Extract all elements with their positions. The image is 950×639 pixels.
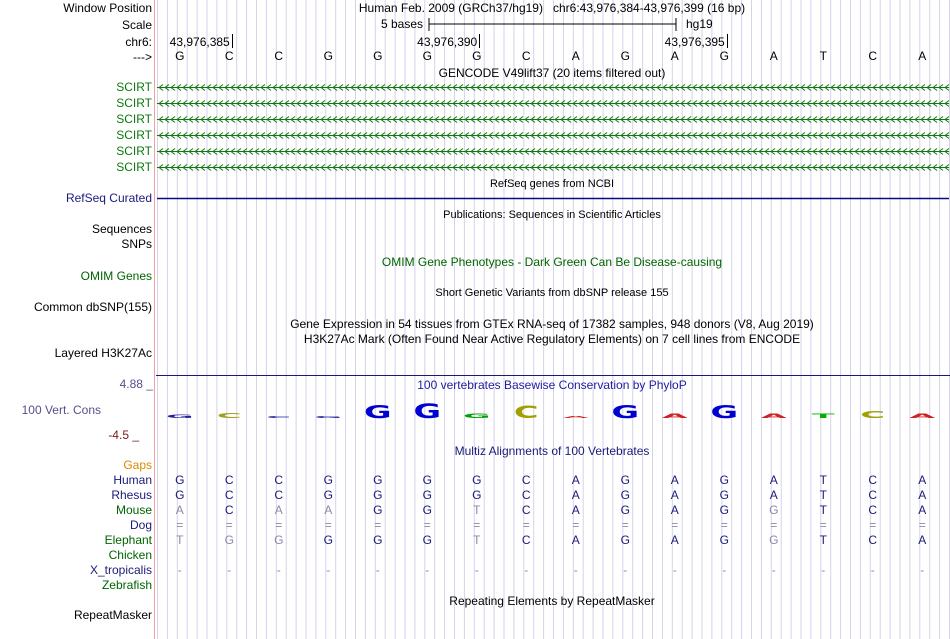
omim-track-title: OMIM Gene Phenotypes - Dark Green Can Be Disease-causing [381, 255, 723, 269]
aligned-base: A [670, 533, 679, 547]
aligned-base: G [422, 533, 432, 547]
aligned-base: G [769, 503, 779, 517]
publications-track-title: Publications: Sequences in Scientific Articles [443, 209, 661, 221]
aligned-base: G [274, 533, 284, 547]
reference-base: A [918, 49, 927, 63]
aligned-base: G [472, 473, 482, 487]
conservation-logo-letter [812, 413, 836, 420]
sequences-label[interactable]: Sequences [91, 222, 152, 236]
gencode-item-label[interactable]: SCIRT [116, 128, 152, 142]
aligned-base: A [918, 473, 927, 487]
gencode-transcript[interactable] [157, 101, 949, 107]
conservation-min-label: -4.5 _ [108, 428, 139, 442]
aligned-base: A [670, 488, 679, 502]
coordinate-tick [232, 34, 233, 48]
gencode-transcript[interactable] [157, 85, 949, 91]
reference-base: A [571, 49, 580, 63]
dbsnp-track-title: Short Genetic Variants from dbSNP release 155 [435, 287, 669, 299]
multiz-species-label[interactable]: Human [113, 473, 152, 487]
aligned-base: - [771, 563, 776, 577]
aligned-base: T [819, 533, 827, 547]
svg-text:G: G [314, 415, 343, 419]
aligned-base: - [425, 563, 430, 577]
chrom-label: chr6: [125, 35, 152, 49]
conservation-max-label: 4.88 _ [119, 377, 153, 391]
gencode-transcript[interactable] [157, 117, 949, 123]
aligned-base: G [373, 503, 383, 517]
aligned-base: G [620, 488, 630, 502]
aligned-base: - [672, 563, 677, 577]
aligned-base: C [521, 473, 531, 487]
aligned-base: - [326, 563, 331, 577]
aligned-base: = [819, 518, 827, 532]
gencode-item-label[interactable]: SCIRT [116, 80, 152, 94]
omim-genes-label[interactable]: OMIM Genes [80, 269, 152, 283]
svg-text:A: A [661, 412, 688, 420]
svg-text:G: G [363, 402, 392, 423]
aligned-base: = [275, 518, 283, 532]
aligned-base: C [521, 503, 531, 517]
conservation-logo-letter [860, 409, 885, 420]
svg-text:G: G [462, 412, 491, 420]
coordinate-label: 43,976,395 [664, 35, 725, 49]
svg-text:G: G [710, 402, 739, 423]
aligned-base: - [623, 563, 628, 577]
reference-base: G [472, 49, 482, 63]
reference-base: T [819, 49, 827, 63]
aligned-base: A [571, 488, 580, 502]
multiz-species-label[interactable]: Dog [129, 518, 152, 532]
scale-bar-text: 5 bases [380, 17, 424, 31]
h3k27ac-track-title: H3K27Ac Mark (Often Found Near Active Regulatory Elements) on 7 cell lines from ENCODE [303, 332, 801, 346]
aligned-base: = [869, 518, 877, 532]
multiz-species-label[interactable]: Rhesus [111, 488, 152, 502]
aligned-base: C [224, 503, 234, 517]
scale-label: Scale [121, 18, 152, 32]
gtex-track-title: Gene Expression in 54 tissues from GTEx RNA-seq of 17382 samples, 948 donors (V8, Aug 2019) [290, 317, 814, 331]
aligned-base: G [373, 488, 383, 502]
conservation-logo-letter [909, 413, 935, 420]
aligned-base: C [224, 488, 234, 502]
conservation-logo-letter [217, 411, 242, 419]
aligned-base: = [374, 518, 382, 532]
reference-base: A [670, 49, 679, 63]
reference-base: C [224, 49, 234, 63]
gencode-item-label[interactable]: SCIRT [116, 144, 152, 158]
aligned-base: G [422, 473, 432, 487]
aligned-base: = [770, 518, 778, 532]
gencode-transcript[interactable] [157, 133, 949, 139]
aligned-base: A [175, 503, 184, 517]
aligned-base: G [719, 503, 729, 517]
aligned-base: T [473, 533, 481, 547]
aligned-base: - [722, 563, 727, 577]
reference-base: G [719, 49, 729, 63]
aligned-base: G [323, 488, 333, 502]
aligned-base: - [375, 563, 380, 577]
conservation-logo-letter [611, 402, 639, 422]
coordinate-label: 43,976,385 [169, 35, 230, 49]
svg-text:C: C [860, 408, 886, 421]
aligned-base: G [422, 488, 432, 502]
conservation-logo-letter [761, 413, 787, 420]
aligned-base: A [918, 488, 927, 502]
aligned-base: T [819, 503, 827, 517]
reference-base: G [620, 49, 630, 63]
scale-bar [428, 17, 680, 33]
aligned-base: G [620, 533, 630, 547]
conservation-logo[interactable] [157, 392, 949, 432]
aligned-base: G [323, 473, 333, 487]
conservation-logo-letter [514, 403, 539, 422]
aligned-base: A [571, 473, 580, 487]
conservation-logo-letter [463, 413, 491, 420]
aligned-base: = [572, 518, 580, 532]
aligned-base: G [175, 473, 185, 487]
coordinate-tick [727, 34, 728, 48]
reference-base: C [868, 49, 878, 63]
aligned-base: = [522, 518, 530, 532]
svg-text:G: G [413, 400, 442, 423]
aligned-base: A [918, 533, 927, 547]
reference-base: G [175, 49, 185, 63]
aligned-base: G [224, 533, 234, 547]
conservation-logo-letter [364, 402, 392, 422]
aligned-base: G [719, 488, 729, 502]
aligned-base: A [571, 533, 580, 547]
aligned-base: = [621, 518, 629, 532]
svg-text:A: A [562, 415, 589, 419]
scale-assembly: hg19 [686, 17, 713, 31]
aligned-base: - [870, 563, 875, 577]
reference-base: C [521, 49, 531, 63]
conservation-logo-letter [710, 402, 738, 422]
gencode-item-label[interactable]: SCIRT [116, 96, 152, 110]
aligned-base: C [868, 473, 878, 487]
aligned-base: G [620, 503, 630, 517]
coordinate-label: 43,976,390 [417, 35, 478, 49]
conservation-logo-letter [662, 413, 688, 420]
aligned-base: G [373, 533, 383, 547]
aligned-base: T [473, 503, 481, 517]
aligned-base: - [474, 563, 479, 577]
aligned-base: = [176, 518, 184, 532]
conservation-logo-letter [413, 400, 441, 423]
aligned-base: A [769, 488, 778, 502]
vert-cons-label[interactable]: 100 Vert. Cons [21, 403, 101, 417]
gencode-features[interactable] [157, 80, 949, 176]
aligned-base: = [671, 518, 679, 532]
aligned-base: T [819, 488, 827, 502]
aligned-base: A [918, 503, 927, 517]
aligned-base: A [324, 503, 333, 517]
aligned-base: = [423, 518, 431, 532]
gencode-item-label[interactable]: SCIRT [116, 112, 152, 126]
multiz-species-label[interactable]: X_tropicalis [89, 563, 152, 577]
repeatmasker-track-title: Repeating Elements by RepeatMasker [449, 594, 655, 608]
aligned-base: G [373, 473, 383, 487]
aligned-base: = [918, 518, 926, 532]
conservation-logo-letter [166, 414, 194, 419]
window-position-value: Human Feb. 2009 (GRCh37/hg19) chr6:43,976,384-43,976,399 (16 bp) [358, 1, 746, 15]
aligned-base: G [175, 488, 185, 502]
multiz-species-label[interactable]: Zebrafish [101, 578, 152, 592]
aligned-base: C [868, 503, 878, 517]
svg-text:A: A [760, 412, 787, 420]
multiz-track-title: Multiz Alignments of 100 Vertebrates [454, 444, 650, 458]
multiz-species-label[interactable]: Chicken [108, 548, 152, 562]
aligned-base: G [719, 533, 729, 547]
reference-base: G [373, 49, 383, 63]
svg-text:G: G [165, 414, 194, 419]
aligned-base: - [920, 563, 925, 577]
gencode-track-title: GENCODE V49lift37 (20 items filtered out) [438, 66, 666, 80]
aligned-base: G [769, 533, 779, 547]
svg-text:C: C [266, 415, 292, 419]
svg-text:T: T [811, 412, 835, 420]
svg-text:C: C [216, 411, 242, 420]
layered-h3k27ac-label[interactable]: Layered H3K27Ac [54, 346, 152, 360]
aligned-base: C [224, 473, 234, 487]
reference-base: G [323, 49, 333, 63]
aligned-base: = [720, 518, 728, 532]
conservation-track-title: 100 vertebrates Basewise Conservation by PhyloP [417, 378, 687, 392]
refseq-curated-label[interactable]: RefSeq Curated [65, 191, 152, 205]
conservation-logo-letter [266, 415, 291, 418]
refseq-track-title: RefSeq genes from NCBI [489, 178, 615, 190]
aligned-base: - [276, 563, 281, 577]
aligned-base: C [274, 473, 284, 487]
common-dbsnp-label[interactable]: Common dbSNP(155) [33, 300, 152, 314]
aligned-base: C [868, 488, 878, 502]
gencode-item-label[interactable]: SCIRT [116, 160, 152, 174]
repeatmasker-label[interactable]: RepeatMasker [73, 608, 152, 622]
aligned-base: = [324, 518, 332, 532]
multiz-species-label[interactable]: Mouse [115, 503, 152, 517]
reference-base: C [274, 49, 284, 63]
aligned-base: G [620, 473, 630, 487]
aligned-base: - [177, 563, 182, 577]
coordinate-tick [479, 34, 480, 48]
aligned-base: T [176, 533, 184, 547]
refseq-feature[interactable] [157, 192, 949, 206]
svg-text:G: G [611, 402, 640, 423]
aligned-base: G [323, 533, 333, 547]
window-position-label: Window Position [63, 1, 152, 15]
aligned-base: C [521, 488, 531, 502]
gencode-transcript[interactable] [157, 149, 949, 155]
aligned-base: A [670, 473, 679, 487]
aligned-base: = [473, 518, 481, 532]
reference-base: G [422, 49, 432, 63]
svg-text:A: A [909, 412, 936, 420]
aligned-base: C [521, 533, 531, 547]
multiz-species-label[interactable]: Elephant [104, 533, 152, 547]
aligned-base: = [225, 518, 233, 532]
aligned-base: A [571, 503, 580, 517]
aligned-base: G [422, 503, 432, 517]
aligned-base: - [821, 563, 826, 577]
aligned-base: A [274, 503, 283, 517]
aligned-base: G [719, 473, 729, 487]
aligned-base: G [472, 488, 482, 502]
aligned-base: T [819, 473, 827, 487]
aligned-base: - [573, 563, 578, 577]
aligned-base: - [227, 563, 232, 577]
conservation-logo-letter [563, 415, 590, 418]
gaps-label: Gaps [123, 458, 152, 472]
svg-text:C: C [513, 402, 539, 423]
snps-label[interactable]: SNPs [121, 237, 152, 251]
aligned-base: A [769, 473, 778, 487]
aligned-base: C [868, 533, 878, 547]
conservation-logo-letter [314, 415, 342, 418]
strand-label: ---> [133, 50, 152, 64]
aligned-base: A [670, 503, 679, 517]
aligned-base: C [274, 488, 284, 502]
gencode-transcript[interactable] [157, 165, 949, 171]
aligned-base: - [524, 563, 529, 577]
reference-base: A [769, 49, 778, 63]
